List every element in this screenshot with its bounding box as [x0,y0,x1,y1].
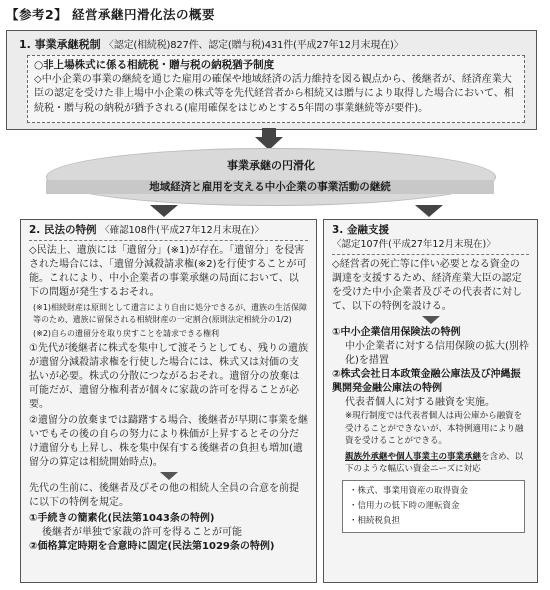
list-item: ・相続税負担 [349,515,401,526]
section2-special2: ②価格算定時期を合意時に固定(民法第1029条の特例) [29,541,275,552]
section2-special1-sub: 後継者が単独で家裁の許可を得ることが可能 [42,527,242,538]
section-civil-law-special [20,219,317,583]
section3-note2-rest: を含め、以下のような幅広い資金ニーズに対応 [345,451,524,474]
section3-note2-emph: 親族外承継や個人事業主の事業承継 [345,451,482,462]
center-band-text: 地域経済と雇用を支える中小企業の事業活動の継続 [149,181,391,193]
arrow-down-small-icon [160,472,178,480]
section1-heading: 1. 事業承継税制 [19,38,101,51]
center-ellipse [46,148,496,206]
section2-item2: ②遺留分の放棄までは躊躇する場合、後継者が早期に事業を継いでもその後の自らの努力により株価が上昇するとその分だけ遺留分も上昇し、株を集中保有する後継者の負担も増加(遺留分の算定は相続開始時点)。 [29,415,308,468]
section3-item2: ②株式会社日本政策金融公庫法及び沖縄振興開発金融公庫法の特例 [332,369,521,394]
section2-sub: 〈確認108件(平成27年12月末現在)〉 [100,225,264,236]
section2-item1: ①先代が後継者に株式を集中して渡そうとしても、残りの遺族が遺留分減殺請求権を行使した場合には、株式又は対価の支払いが必要。株式の分散につながるおそれ。遺留分の放棄は可能だが、遺留分権利者が個々に家裁の許可を得ることが必要。 [29,343,308,410]
divider [332,254,529,255]
section3-note: ※現行制度では代表者個人は両公庫から融資を受けることができないが、本特例適用により融資を受けることができる。 [345,411,524,446]
arrow-left-icon [150,205,178,217]
divider [29,240,308,241]
section1-inner-text: ◇中小企業の事業の継続を通じた雇用の確保や地域経済の活力維持を図る観点から、後継者が、経済産業大臣の認定を受けた非上場中小企業の株式等を先代経営者から相続又は贈与により取得した場合において、相続税・贈与税の納税が猶予される(雇用確保をはじめとする5年間の事業継続等が要件)。 [34,73,514,114]
section3-heading: 3. 金融支援 [332,224,389,236]
section3-sub: 〈認定107件(平成27年12月末現在)〉 [332,239,496,250]
arrow-down-small-icon [422,316,440,324]
section2-note2: (※2)自らの遺留分を取り戻すことを請求できる権利 [33,329,220,338]
section2-p1: ◇民法上、遺族には「遺留分」(※1)が存在。「遺留分」を侵害された場合には、「遺留分減殺請求権(※2)を行使することが可能。これにより、中小企業者の事業承継の局面において、以下の問題が発生するおそれ。 [29,245,307,298]
section-financial-support [323,219,538,583]
section1-sub: 〈認定(相続税)827件、認定(贈与税)431件(平成27年12月末現在)〉 [104,40,404,51]
page-title: 【参考2】 経営承継円滑化法の概要 [6,7,216,22]
section2-heading: 2. 民法の特例 [29,224,97,236]
section1-inner [27,55,525,123]
section3-item1: ①中小企業信用保険法の特例 [332,327,461,338]
section3-item1-sub: 中小企業者に対する信用保険の拡大(別枠化)を措置 [345,341,529,366]
section3-p1: ◇経営者の死亡等に伴い必要となる資金の調達を支援するため、経済産業大臣の認定を受けた中小企業者及びその代表者に対して、以下の特例を設ける。 [332,259,522,312]
list-item: ・株式、事業用資産の取得資金 [349,485,469,496]
section2-p2: 先代の生前に、後継者及びその他の相続人全員の合意を前提に以下の特例を規定。 [29,483,299,508]
center-band [46,180,494,194]
section3-item2-sub: 代表者個人に対する融資を実施。 [345,397,495,408]
section2-special1: ①手続きの簡素化(民法第1043条の特例) [29,513,215,524]
list-item: ・信用力の低下時の運転資金 [349,500,460,511]
arrow-right-icon [415,205,443,217]
center-main-text: 事業承継の円滑化 [227,159,315,172]
funding-needs-list [342,480,525,533]
section2-note1: (※1)相続財産は原則として遺言により自由に処分できるが、遺族の生活保障等のため、遺族に留保される相続財産の一定割合(原則法定相続分の1/2) [33,303,308,324]
section1-inner-heading: ○非上場株式に係る相続税・贈与税の納税猶予制度 [34,59,275,71]
section-business-succession-tax [6,30,537,130]
